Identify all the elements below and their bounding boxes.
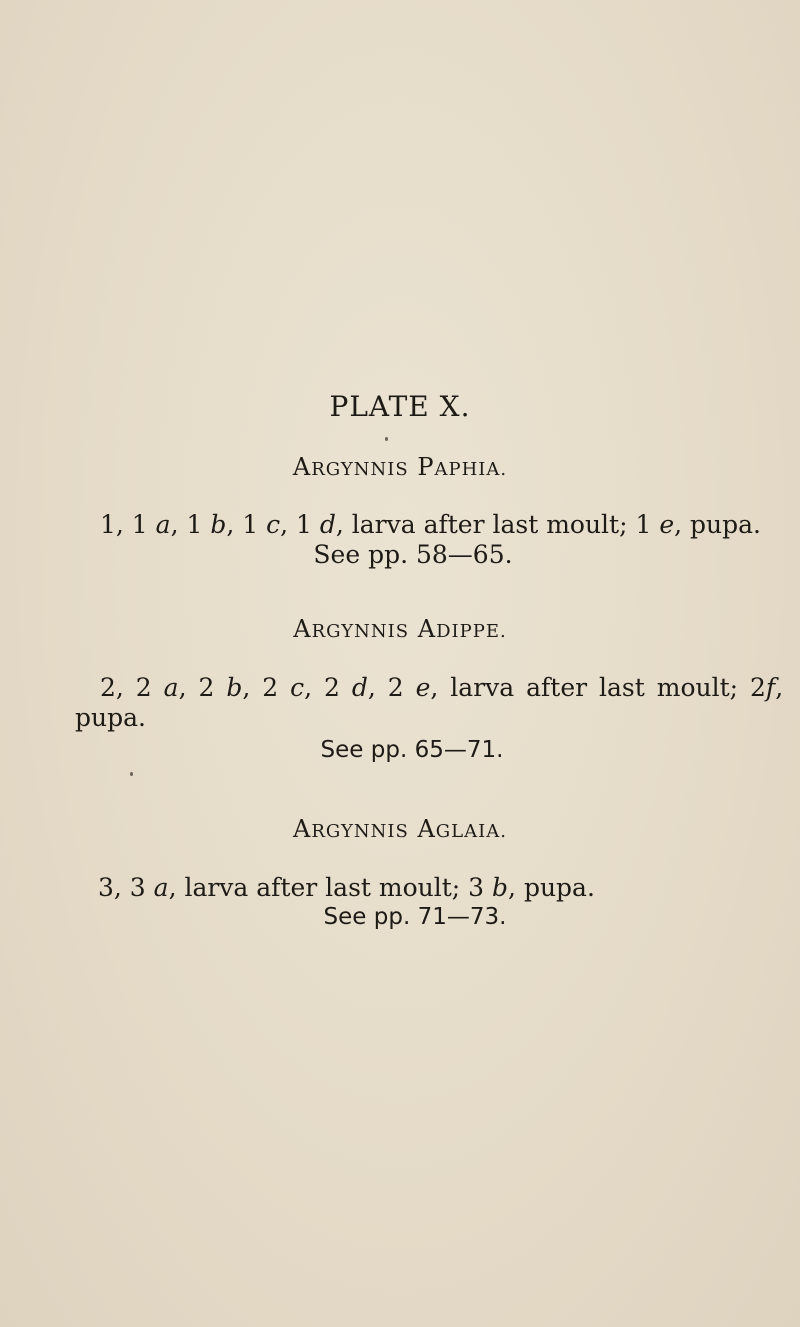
- figure-description: [98, 873, 595, 903]
- heading-initial: A: [293, 615, 312, 643]
- italic-letter: d: [351, 673, 368, 702]
- heading-rest: RGYNNIS: [311, 821, 409, 842]
- italic-letter: e: [659, 510, 675, 539]
- heading-rest: APHIA.: [434, 459, 508, 480]
- italic-letter: b: [226, 673, 243, 702]
- text-run: , 2: [304, 673, 352, 702]
- text-run: ,: [775, 673, 784, 702]
- text-run: 3, 3: [98, 873, 154, 902]
- text-run: , pupa.: [674, 510, 761, 539]
- italic-letter: b: [210, 510, 227, 539]
- italic-letter: c: [266, 510, 281, 539]
- paper-speck: [385, 437, 388, 441]
- italic-letter: f: [765, 673, 776, 702]
- section-heading-aglaia: [0, 814, 800, 847]
- text-run: , larva after last moult; 2: [430, 673, 766, 702]
- italic-letter: b: [492, 873, 509, 902]
- italic-letter: a: [153, 873, 169, 902]
- heading-initial: A: [417, 815, 436, 843]
- text-run: , larva after last moult; 1: [335, 510, 660, 539]
- text-run: , 2: [178, 673, 227, 702]
- heading-initial: A: [293, 815, 312, 843]
- paper-speck: [130, 772, 133, 776]
- italic-letter: a: [163, 673, 179, 702]
- heading-rest: RGYNNIS: [311, 621, 410, 642]
- heading-initial: A: [417, 615, 437, 643]
- page-reference: See pp. 58—65.: [313, 540, 513, 569]
- heading-initial: P: [417, 453, 435, 481]
- italic-letter: d: [319, 510, 336, 539]
- section-heading-paphia: [0, 452, 800, 485]
- text-run: , 1: [280, 510, 320, 539]
- figure-description: [100, 673, 783, 703]
- figure-description-continued: pupa.: [75, 703, 146, 732]
- italic-letter: c: [290, 673, 305, 702]
- page-reference: See pp. 71—73.: [323, 904, 507, 930]
- plate-title: PLATE X.: [329, 390, 471, 423]
- text-run: , larva after last moult; 3: [168, 873, 493, 902]
- italic-letter: a: [155, 510, 171, 539]
- text-run: 1, 1: [100, 510, 156, 539]
- text-run: , pupa.: [508, 873, 595, 902]
- text-run: , 1: [170, 510, 211, 539]
- italic-letter: e: [415, 673, 431, 702]
- page-reference: See pp. 65—71.: [320, 737, 504, 763]
- heading-rest: RGYNNIS: [311, 459, 409, 480]
- text-run: 2, 2: [100, 673, 164, 702]
- text-run: , 1: [226, 510, 267, 539]
- heading-rest: GLAIA.: [435, 821, 507, 842]
- text-run: , 2: [242, 673, 291, 702]
- heading-initial: A: [292, 453, 312, 481]
- text-run: , 2: [367, 673, 416, 702]
- section-heading-adippe: [0, 614, 800, 647]
- figure-description: [100, 510, 761, 540]
- heading-rest: DIPPE.: [436, 621, 507, 642]
